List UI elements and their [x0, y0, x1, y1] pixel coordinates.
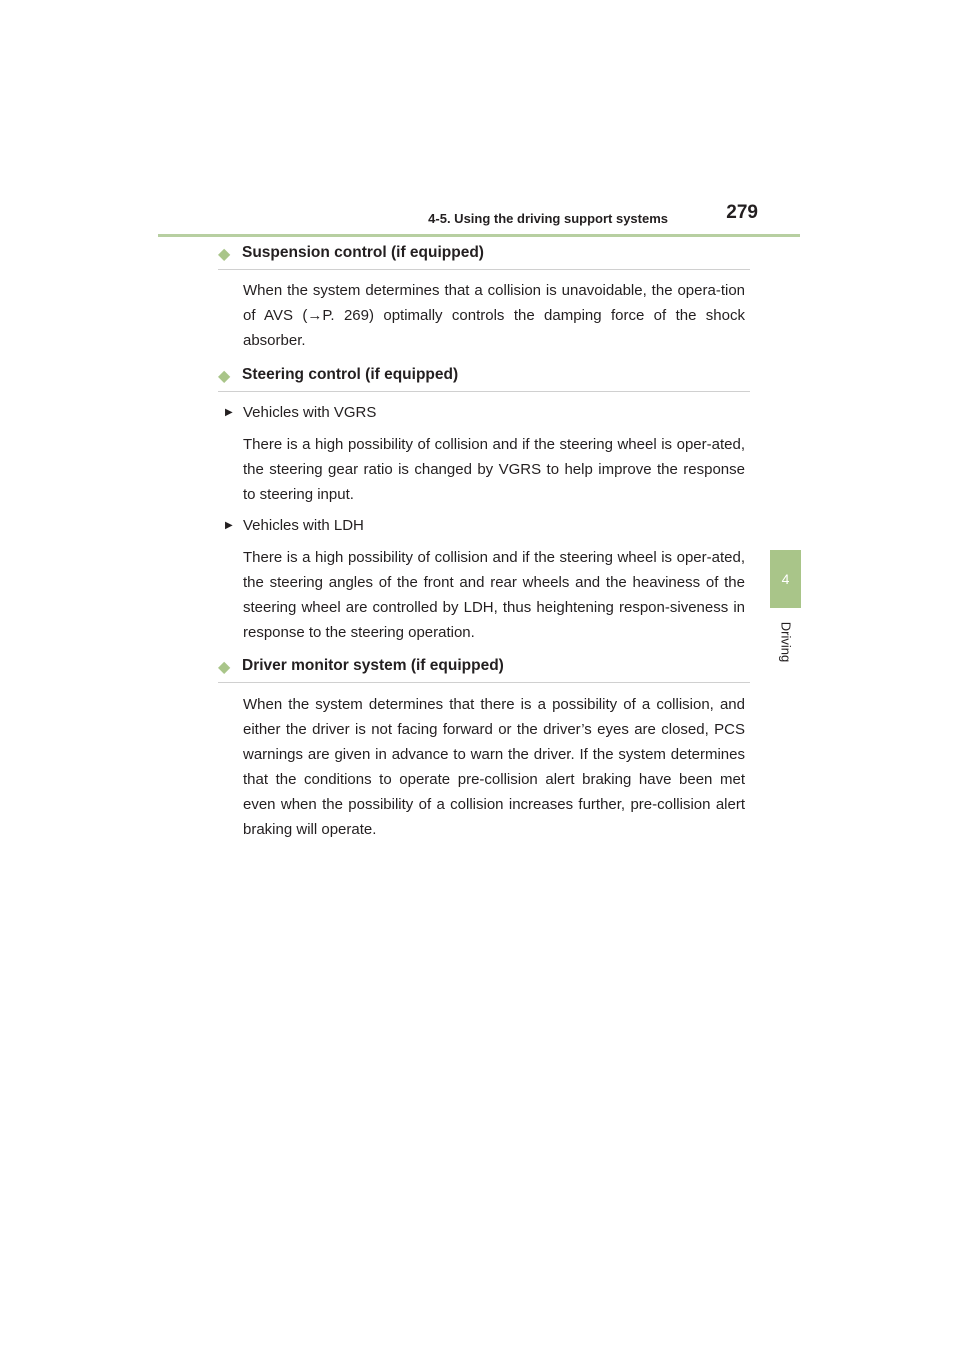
list-item-label: Vehicles with VGRS — [243, 404, 377, 421]
page-number: 279 — [726, 202, 758, 223]
list-item-text: There is a high possibility of collision and if the steering wheel is oper-ated, the steering angles of the front and rear wheels and the heaviness of the steering wheel are controlled by LDH, thus heightening respon-siveness in response to the steering operation. — [243, 549, 745, 641]
list-item-label: Vehicles with LDH — [243, 517, 364, 534]
chapter-label: Driving — [778, 621, 793, 663]
section-title: Suspension control (if equipped) — [242, 244, 484, 261]
header-section-title: 4-5. Using the driving support systems — [428, 211, 668, 226]
diamond-icon: ◆ — [218, 368, 231, 385]
diamond-icon: ◆ — [218, 246, 231, 263]
triangle-right-icon: ▶ — [225, 520, 233, 531]
section-heading-suspension — [218, 243, 750, 270]
section-heading-driver-monitor — [218, 656, 750, 683]
section-paragraph: When the system determines that a collision is unavoidable, the opera-tion of AVS (→P. 269) optimally controls the damping force of the shock absorber. — [243, 282, 745, 349]
section-heading-steering — [218, 365, 750, 392]
triangle-right-icon: ▶ — [225, 407, 233, 418]
diamond-icon: ◆ — [218, 659, 231, 676]
list-item-text: There is a high possibility of collision and if the steering wheel is oper-ated, the steering gear ratio is changed by VGRS to help improve the response to steering input. — [243, 436, 745, 503]
page-header — [158, 200, 800, 237]
section-title: Steering control (if equipped) — [242, 366, 459, 383]
section-paragraph: When the system determines that there is a possibility of a collision, and either the driver is not facing forward or the driver’s eyes are closed, PCS warnings are given in advance to warn the driver. If the system determines that the conditions to operate pre-collision alert braking have been met even when the possibility of a collision increases further, pre-collision alert braking will operate. — [243, 696, 745, 838]
chapter-tab[interactable]: 4 — [770, 550, 801, 608]
section-title: Driver monitor system (if equipped) — [242, 657, 504, 674]
